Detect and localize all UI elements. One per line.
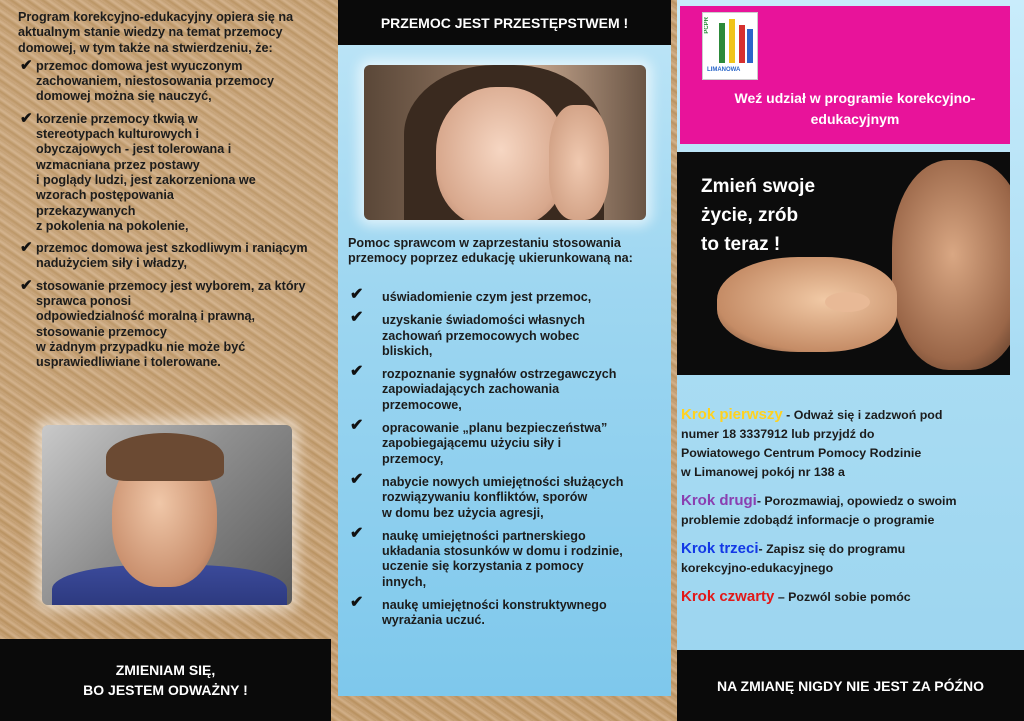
- left-checklist: [18, 56, 321, 371]
- step-label: Krok drugi: [681, 492, 757, 509]
- list-item: ✔ przemoc domowa jest szkodliwym i raniącym nadużyciem siły i władzy,: [20, 239, 308, 271]
- step-label: Krok trzeci: [681, 540, 759, 557]
- list-item: ✔ uzyskanie świadomości własnych zachowań przemocowych wobec bliskich,: [350, 309, 585, 358]
- pcpr-logo: PCPR LIMANOWA: [702, 12, 758, 80]
- checkmark-icon: ✔: [350, 470, 364, 488]
- list-item: ✔ opracowanie „planu bezpieczeństwa” zapobiegającemu użyciu siły i przemocy,: [350, 417, 608, 466]
- middle-intro: Pomoc sprawcom w zaprzestaniu stosowania przemocy poprzez edukację ukierunkowaną na:: [348, 236, 633, 266]
- left-footer-line2: BO JESTEM ODWAŻNY !: [83, 682, 248, 698]
- checkmark-icon: ✔: [350, 363, 364, 381]
- list-item: ✔ naukę umiejętności konstruktywnego wyrażania uczuć.: [350, 594, 607, 628]
- list-item: ✔ uświadomienie czym jest przemoc,: [350, 286, 592, 304]
- step-2: [681, 491, 1017, 530]
- step-text: - Odważ się i zadzwoń pod numer 18 3337912 lub przyjdź do Powiatowego Centrum Pomocy Rodzinie w Limanowej pokój nr 138 a: [681, 408, 943, 479]
- list-item: ✔ przemoc domowa jest wyuczonym zachowaniem, niestosowania przemocy domowej można się nauczyć,: [20, 56, 274, 104]
- middle-header: PRZEMOC JEST PRZESTĘPSTWEM !: [338, 0, 671, 45]
- middle-panel: [338, 0, 671, 696]
- pink-header-box: [680, 6, 1010, 144]
- steps-list: [681, 405, 1017, 616]
- checkmark-icon: ✔: [350, 309, 364, 327]
- program-title: Weź udział w programie korekcyjno-edukacyjnym: [734, 90, 976, 127]
- step-text: - Zapisz się do programu korekcyjno-edukacyjnego: [681, 542, 906, 575]
- checkmark-icon: ✔: [350, 417, 364, 435]
- step-text: – Pozwól sobie pomóc: [774, 590, 911, 604]
- step-text: - Porozmawiaj, opowiedz o swoim problemie zdobądź informacje o programie: [681, 494, 957, 527]
- list-item: ✔ naukę umiejętności partnerskiego układania stosunków w domu i rodzinie, uczenie się korzystania z pomocy innych,: [350, 524, 623, 589]
- list-item: ✔ stosowanie przemocy jest wyborem, za który sprawca ponosi odpowiedzialność moralną i prawną, stosowanie przemocy w żadnym przypadku nie może być usprawiedliwiane i tolerowane.: [20, 276, 306, 370]
- left-intro: Program korekcyjno-edukacyjny opiera się na aktualnym stanie wiedzy na temat przemocy domowej, w tym także na stwierdzeniu, że:: [18, 10, 294, 55]
- checkmark-icon: ✔: [20, 56, 33, 74]
- step-label: Krok czwarty: [681, 588, 775, 605]
- step-1: [681, 405, 1017, 482]
- middle-checklist: [348, 286, 666, 637]
- checkmark-icon: ✔: [350, 286, 364, 303]
- left-text-block: [0, 0, 331, 378]
- right-panel: [677, 0, 1024, 721]
- list-item: ✔ nabycie nowych umiejętności służących rozwiązywaniu konfliktów, sporów w domu bez użycia agresji,: [350, 470, 624, 520]
- list-item: ✔ korzenie przemocy tkwią w stereotypach kulturowych i obyczajowych - jest tolerowana i wzmacniana przez postawy i poglądy ludzi, jest zakorzeniona we wzorach postępowania przekazywanych z pokolenia na pokolenie,: [20, 109, 256, 233]
- checkmark-icon: ✔: [20, 239, 33, 257]
- right-footer-bar: NA ZMIANĘ NIGDY NIE JEST ZA PÓŹNO: [677, 650, 1024, 721]
- photo-girl: [364, 65, 646, 220]
- left-footer-line1: ZMIENIAM SIĘ,: [115, 662, 216, 678]
- photo-pointing-man: [677, 152, 1010, 375]
- checkmark-icon: ✔: [20, 276, 33, 294]
- step-3: [681, 539, 1017, 578]
- checkmark-icon: ✔: [350, 524, 364, 542]
- checkmark-icon: ✔: [20, 109, 33, 127]
- step-label: Krok pierwszy: [681, 406, 783, 423]
- list-item: ✔ rozpoznanie sygnałów ostrzegawczych zapowiadających zachowania przemocowe,: [350, 363, 617, 412]
- left-panel: [0, 0, 331, 721]
- left-footer-bar: [0, 639, 331, 721]
- step-4: [681, 587, 1017, 607]
- slogan: Zmień swoje życie, zrób to teraz !: [701, 176, 816, 255]
- checkmark-icon: ✔: [350, 594, 364, 612]
- photo-young-man: [42, 425, 292, 605]
